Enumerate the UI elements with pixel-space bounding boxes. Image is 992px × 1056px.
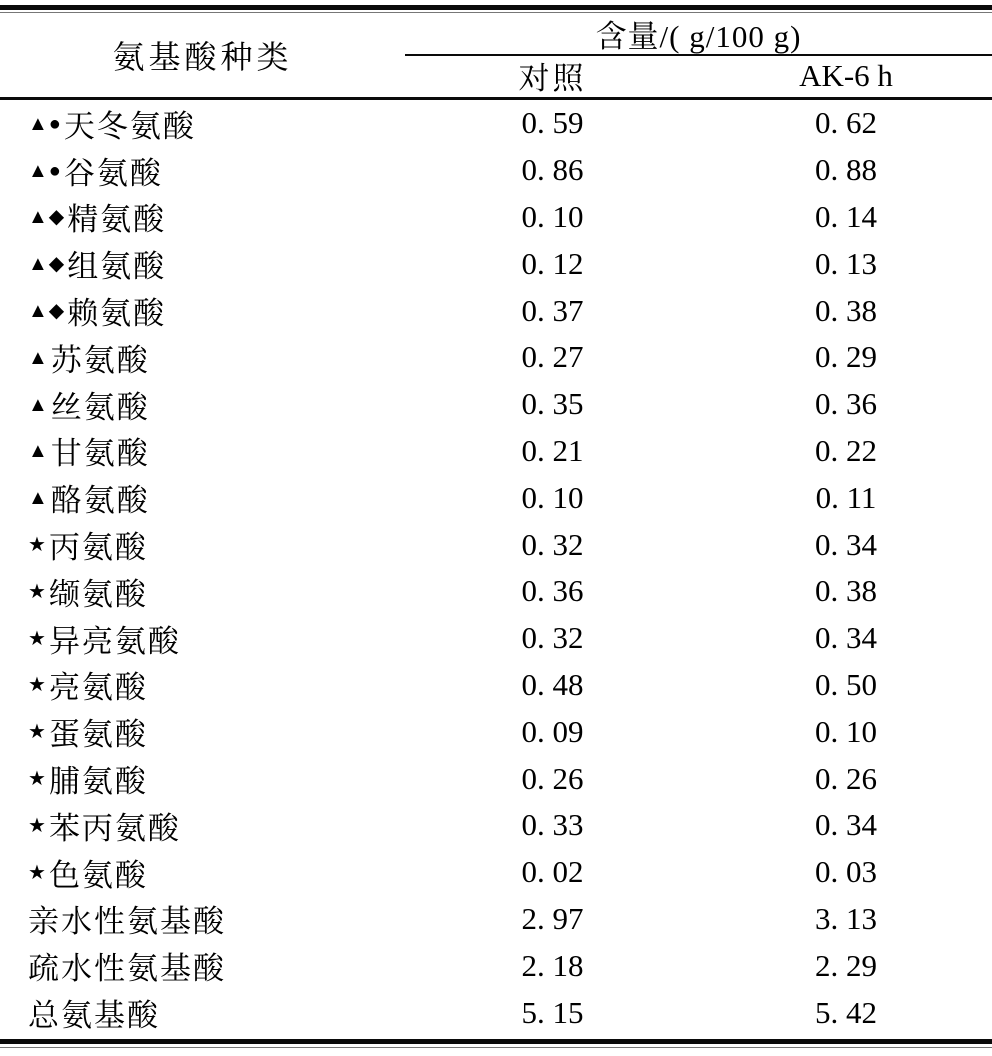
control-value: 0. 26 <box>521 760 584 796</box>
amino-acid-name: 亲水性氨基酸 <box>28 904 226 940</box>
control-value: 0. 32 <box>521 620 584 656</box>
amino-acid-name-cell <box>0 194 405 239</box>
amino-acid-name: 甘氨酸 <box>50 436 150 472</box>
ak6h-value: 0. 11 <box>815 479 877 515</box>
table-row <box>0 474 992 521</box>
table-row <box>0 662 992 709</box>
ak6h-value: 0. 14 <box>815 198 877 234</box>
amino-acid-name-cell <box>0 616 405 661</box>
amino-acid-name-cell <box>0 475 405 520</box>
star-icon: ★ <box>28 814 47 837</box>
triangle-icon circle-icon: ▲● <box>28 112 62 135</box>
amino-acid-name-cell <box>0 335 405 380</box>
control-value: 0. 48 <box>521 666 584 702</box>
amino-acid-name-cell <box>0 896 405 941</box>
control-value: 0. 10 <box>521 198 584 234</box>
control-value: 0. 27 <box>521 339 584 375</box>
ak6h-value: 0. 50 <box>815 666 877 702</box>
ak6h-value: 0. 36 <box>815 386 877 422</box>
triangle-icon: ▲ <box>28 346 49 369</box>
star-icon: ★ <box>28 534 47 557</box>
column-header-ak6h: AK-6 h <box>799 57 893 93</box>
table-row <box>0 334 992 381</box>
amino-acid-name-cell <box>0 382 405 427</box>
triangle-icon: ▲ <box>28 487 49 510</box>
ak6h-value: 0. 22 <box>815 432 877 468</box>
control-value: 5. 15 <box>521 994 584 1030</box>
ak6h-value: 0. 03 <box>815 854 877 890</box>
table-bottom-border <box>0 1039 992 1044</box>
control-value: 0. 86 <box>521 152 584 188</box>
control-value: 0. 59 <box>521 105 584 141</box>
table-body <box>0 100 992 1036</box>
control-value: 0. 32 <box>521 526 584 562</box>
amino-acid-name-cell <box>0 241 405 286</box>
triangle-icon: ▲ <box>28 440 49 463</box>
amino-acid-name: 蛋氨酸 <box>48 717 148 753</box>
amino-acid-name: 酪氨酸 <box>50 483 150 519</box>
star-icon: ★ <box>28 861 47 884</box>
amino-acid-name-cell <box>0 662 405 707</box>
triangle-icon: ▲ <box>28 393 49 416</box>
amino-acid-name-cell <box>0 850 405 895</box>
ak6h-value: 5. 42 <box>815 994 877 1030</box>
ak6h-value: 0. 62 <box>815 105 877 141</box>
table-row <box>0 708 992 755</box>
ak6h-value: 0. 26 <box>815 760 877 796</box>
control-value: 0. 09 <box>521 713 584 749</box>
amino-acid-name-cell <box>0 943 405 988</box>
group-header-underline <box>405 54 992 56</box>
star-icon: ★ <box>28 768 47 791</box>
amino-acid-name: 天冬氨酸 <box>63 108 196 144</box>
star-icon: ★ <box>28 580 47 603</box>
amino-acid-name-cell <box>0 522 405 567</box>
control-value: 0. 10 <box>521 479 584 515</box>
table-row <box>0 240 992 287</box>
ak6h-value: 0. 34 <box>815 620 877 656</box>
amino-acid-name: 色氨酸 <box>48 857 148 893</box>
amino-acid-name-cell <box>0 288 405 333</box>
amino-acid-name-cell <box>0 709 405 754</box>
control-value: 0. 37 <box>521 292 584 328</box>
amino-acid-name-cell <box>0 990 405 1035</box>
table-top-border <box>0 5 992 10</box>
amino-acid-name-cell <box>0 148 405 193</box>
table-row <box>0 147 992 194</box>
table-row <box>0 615 992 662</box>
table-row <box>0 896 992 943</box>
triangle-icon diamond-icon: ▲◆ <box>28 253 66 276</box>
control-value: 0. 35 <box>521 386 584 422</box>
column-header-amino-acid-type: 氨基酸种类 <box>112 38 293 75</box>
ak6h-value: 0. 10 <box>815 713 877 749</box>
star-icon: ★ <box>28 627 47 650</box>
table-bottom-border-thin <box>0 1047 992 1048</box>
amino-acid-name-cell <box>0 428 405 473</box>
control-value: 0. 21 <box>521 432 584 468</box>
ak6h-value: 0. 34 <box>815 526 877 562</box>
amino-acid-name: 疏水性氨基酸 <box>28 951 226 987</box>
control-value: 0. 36 <box>521 573 584 609</box>
amino-acid-name-cell <box>0 803 405 848</box>
amino-acid-name: 丝氨酸 <box>50 389 150 425</box>
ak6h-value: 2. 29 <box>815 947 877 983</box>
ak6h-value: 3. 13 <box>815 900 877 936</box>
amino-acid-name-cell <box>0 569 405 614</box>
table-row <box>0 802 992 849</box>
table-row <box>0 755 992 802</box>
amino-acid-name: 总氨基酸 <box>28 998 160 1034</box>
table-row <box>0 568 992 615</box>
star-icon: ★ <box>28 674 47 697</box>
column-group-header-content: 含量/( g/100 g) <box>595 18 802 54</box>
amino-acid-name: 苯丙氨酸 <box>48 810 181 846</box>
ak6h-value: 0. 13 <box>815 245 877 281</box>
sub-header-row <box>405 54 992 97</box>
table-row <box>0 194 992 241</box>
triangle-icon diamond-icon: ▲◆ <box>28 300 66 323</box>
amino-acid-name: 苏氨酸 <box>50 342 150 378</box>
triangle-icon diamond-icon: ▲◆ <box>28 206 66 229</box>
star-icon: ★ <box>28 721 47 744</box>
amino-acid-name-cell <box>0 101 405 146</box>
ak6h-value: 0. 88 <box>815 152 877 188</box>
amino-acid-name: 脯氨酸 <box>48 764 148 800</box>
table-row <box>0 521 992 568</box>
amino-acid-name: 谷氨酸 <box>63 155 163 191</box>
ak6h-value: 0. 38 <box>815 292 877 328</box>
amino-acid-name-cell <box>0 756 405 801</box>
amino-acid-name: 赖氨酸 <box>67 296 167 332</box>
table-row <box>0 100 992 147</box>
amino-acid-name: 缬氨酸 <box>48 576 148 612</box>
control-value: 0. 12 <box>521 245 584 281</box>
column-header-control: 对照 <box>518 61 587 96</box>
control-value: 2. 97 <box>521 900 584 936</box>
control-value: 2. 18 <box>521 947 584 983</box>
amino-acid-name: 异亮氨酸 <box>48 623 181 659</box>
table-row <box>0 381 992 428</box>
table-row <box>0 849 992 896</box>
table-row <box>0 287 992 334</box>
amino-acid-name: 丙氨酸 <box>48 530 148 566</box>
triangle-icon circle-icon: ▲● <box>28 159 62 182</box>
amino-acid-name: 亮氨酸 <box>48 670 148 706</box>
ak6h-value: 0. 38 <box>815 573 877 609</box>
control-value: 0. 33 <box>521 807 584 843</box>
table-row <box>0 989 992 1036</box>
control-value: 0. 02 <box>521 854 584 890</box>
amino-acid-name: 组氨酸 <box>67 249 167 285</box>
amino-acid-name: 精氨酸 <box>67 202 167 238</box>
ak6h-value: 0. 34 <box>815 807 877 843</box>
ak6h-value: 0. 29 <box>815 339 877 375</box>
table-row <box>0 942 992 989</box>
table-row <box>0 428 992 475</box>
